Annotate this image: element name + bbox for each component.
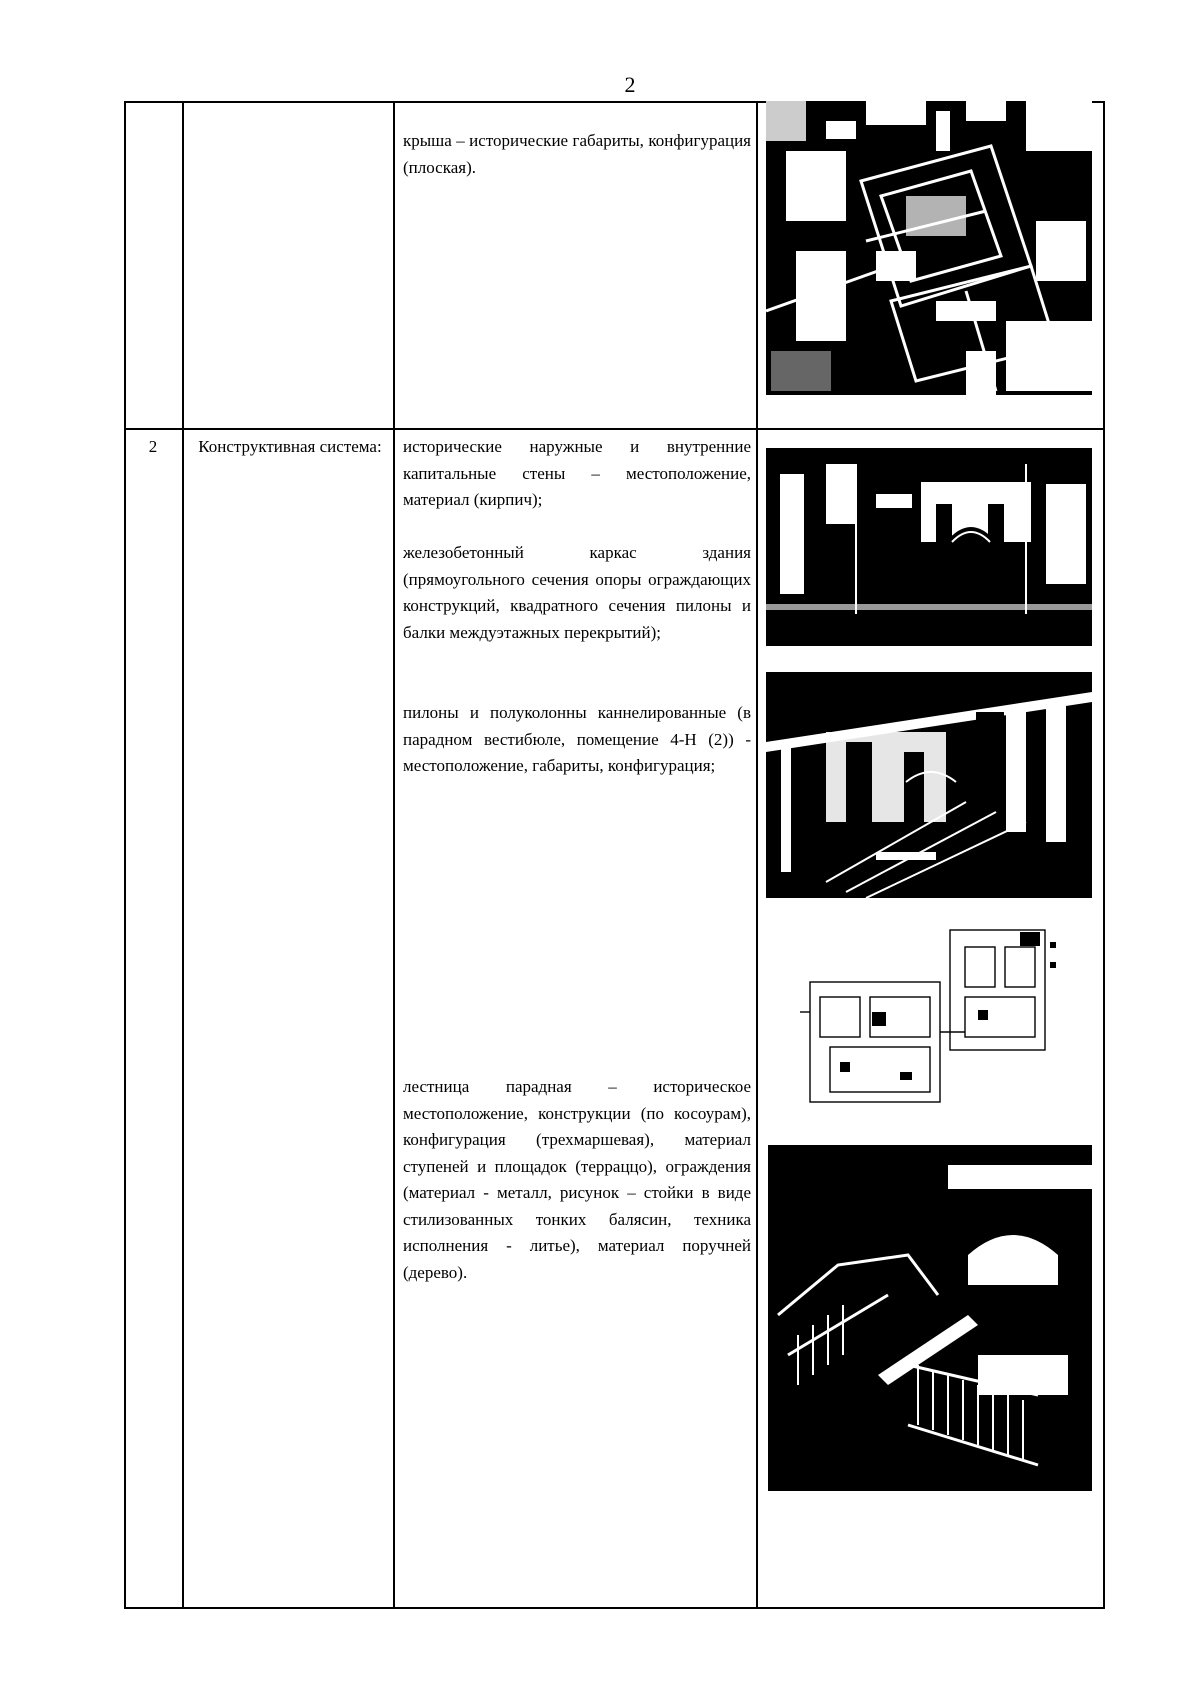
description-item: крыша – исторические габариты, конфигурация (плоская).	[403, 131, 751, 177]
table-right-border	[1103, 101, 1105, 1609]
description-item: железобетонный каркас здания (прямоугольного сечения опоры ограждающих конструкций, квадратного сечения пилоны и балки междуэтажных перекрытий);	[403, 543, 751, 642]
row-number: 2	[148, 437, 158, 456]
description-item: исторические наружные и внутренние капитальные стены – местоположение, материал (кирпич);	[403, 437, 751, 509]
column-divider-1	[182, 101, 184, 1609]
row-description	[403, 700, 751, 780]
row-description	[403, 540, 751, 646]
row-name: Конструктивная система:	[198, 437, 382, 456]
floor-plan-drawing	[780, 922, 1080, 1122]
description-item: лестница парадная – историческое местоположение, конструкции (по косоурам), конфигурация (трехмаршевая), материал ступеней и площадок (терраццо), ограждения (материал - металл, рисунок – стойки в виде стилизованных тонких балясин, техника исполнения - литье), материал поручней (дерево).	[403, 1077, 751, 1282]
row-description	[403, 1074, 751, 1286]
interior-structure-photo	[766, 434, 1092, 646]
aerial-roof-photo	[766, 101, 1092, 395]
table-left-border	[124, 101, 126, 1609]
column-divider-3	[756, 101, 758, 1609]
table-bottom-border	[124, 1607, 1105, 1609]
vestibule-pylons-photo	[766, 672, 1092, 898]
table-row-divider	[124, 428, 1105, 430]
column-divider-2	[393, 101, 395, 1609]
description-item: пилоны и полуколонны каннелированные (в парадном вестибюле, помещение 4-Н (2)) - местоположение, габариты, конфигурация;	[403, 703, 751, 775]
page-number: 2	[624, 72, 636, 97]
row-description	[403, 128, 751, 181]
main-staircase-photo	[768, 1135, 1092, 1491]
row-description	[403, 434, 751, 514]
